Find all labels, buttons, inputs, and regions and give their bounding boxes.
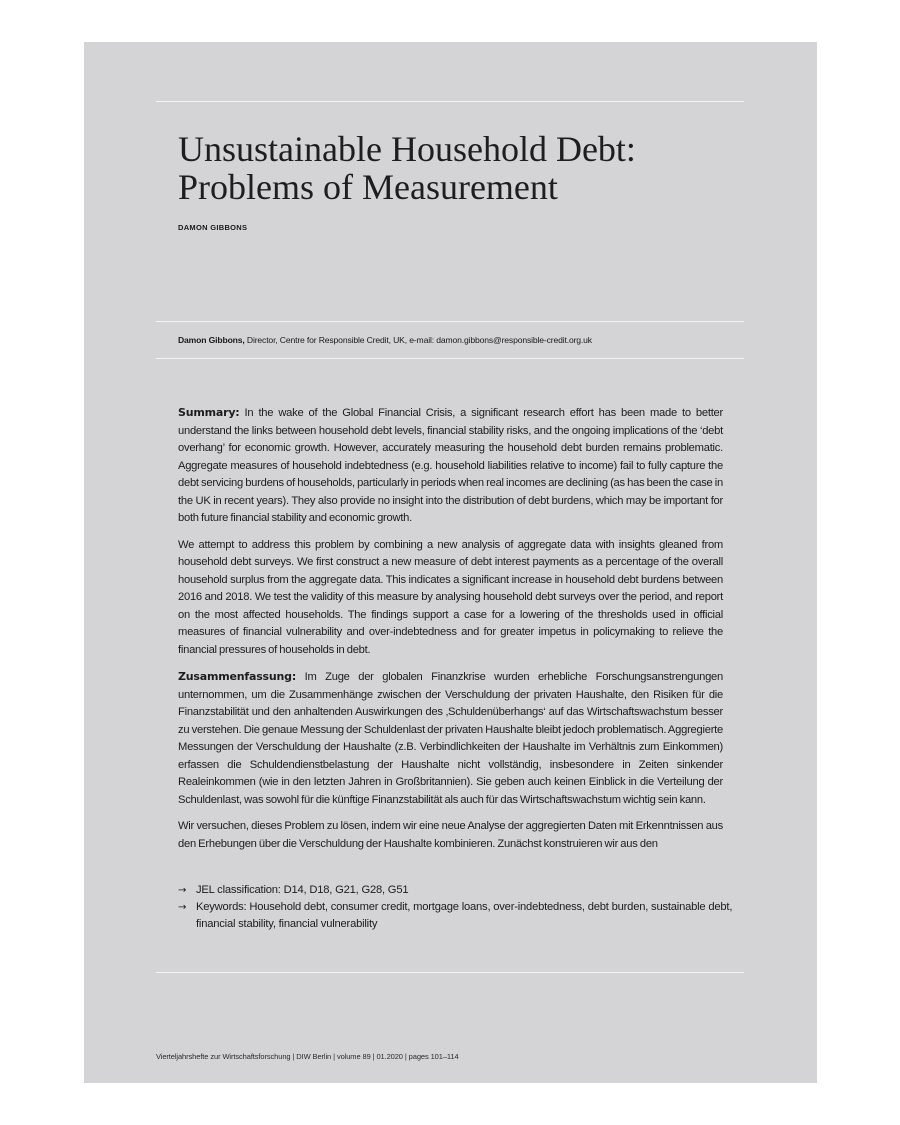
bottom-rule — [156, 972, 744, 973]
jel-classification-item — [178, 882, 738, 899]
author-affiliation — [178, 335, 592, 345]
title-line-2: Problems of Measurement — [178, 167, 558, 207]
abstract — [178, 404, 723, 862]
summary-label: Summary: — [178, 406, 240, 419]
arrow-right-icon: → — [178, 885, 187, 896]
summary-text-1: In the wake of the Global Financial Crisis, a significant research effort has been made to better understand the links between household debt levels, financial stability risks, and the ongoing implications of the ‘debt overhang’ for economic growth. However, accurately measuring the household debt burden remains problematic. Aggregate measures of household indebtedness (e.g. household liabilities relative to income) fail to fully capture the debt servicing burdens of households, particularly in periods when real incomes are declining (as has been the case in the UK in recent years). They also provide no insight into the distribution of debt burdens, which may be important for both future financial stability and economic growth. — [178, 407, 723, 524]
keywords: Keywords: Household debt, consumer credit, mortgage loans, over-indebtedness, debt burden, sustainable debt, financial stability, financial vulnerability — [196, 901, 733, 930]
article-title — [178, 130, 738, 206]
top-rule — [156, 101, 744, 102]
classification-list — [178, 882, 738, 933]
jel-classification: JEL classification: D14, D18, G21, G28, G51 — [196, 884, 409, 896]
affiliation-name: Damon Gibbons, — [178, 335, 245, 345]
journal-page — [84, 42, 817, 1083]
affiliation-top-rule — [156, 321, 744, 322]
zusammenfassung-text-1: Im Zuge der globalen Finanzkrise wurden erhebliche Forschungsanstrengungen unternommen, um die Zusammenhänge zwischen der Verschuldung der privaten Haushalte, den Risiken für die Finanzstabilität und den anhaltenden Auswirkungen des ‚Schuldenüberhangs‘ auf das Wirtschaftswachstum besser zu verstehen. Die genaue Messung der Schuldenlast der privaten Haushalte bleibt jedoch problematisch. Aggregierte Messungen der Verschuldung der Haushalte (z.B. Verbindlichkeiten der Haushalte im Verhältnis zum Einkommen) erfassen die Schuldendienstbelastung der Haushalte nicht vollständig, insbesondere in Zeiten sinkender Realeinkommen (wie in den letzten Jahren in Großbritannien). Sie geben auch keinen Einblick in die Verteilung der Schuldenlast, was sowohl für die künftige Finanzstabilität als auch für das Wirtschaftswachstum wichtig sein kann. — [178, 671, 723, 806]
arrow-right-icon: → — [178, 902, 187, 913]
title-line-1: Unsustainable Household Debt: — [178, 129, 636, 169]
affiliation-bottom-rule — [156, 358, 744, 359]
author-name: DAMON GIBBONS — [178, 223, 248, 232]
zusammenfassung-paragraph-2: Wir versuchen, dieses Problem zu lösen, indem wir eine neue Analyse der aggregierten Daten mit Erkenntnissen aus den Erhebungen über die Verschuldung der Haushalte kombinieren. Zunächst konstruieren wir aus den — [178, 820, 723, 850]
affiliation-text: Director, Centre for Responsible Credit, UK, e-mail: damon.gibbons@responsible-credit.org.uk — [244, 335, 592, 345]
zusammenfassung-paragraph-1 — [178, 668, 723, 809]
summary-paragraph-1 — [178, 404, 723, 528]
zusammenfassung-label: Zusammenfassung: — [178, 670, 297, 683]
journal-footer: Vierteljahrshefte zur Wirtschaftsforschung | DIW Berlin | volume 89 | 01.2020 | pages 101–114 — [156, 1052, 459, 1061]
keywords-item — [178, 899, 738, 933]
summary-paragraph-2: We attempt to address this problem by combining a new analysis of aggregate data with insights gleaned from household debt surveys. We first construct a new measure of debt interest payments as a percentage of the overall household surplus from the aggregate data. This indicates a significant increase in household debt burdens between 2016 and 2018. We test the validity of this measure by analysing household debt surveys over the period, and report on the most affected households. The findings support a case for a lowering of the thresholds used in official measures of financial vulnerability and over-indebtedness and for greater impetus in policymaking to relieve the financial pressures of households in debt. — [178, 538, 723, 656]
